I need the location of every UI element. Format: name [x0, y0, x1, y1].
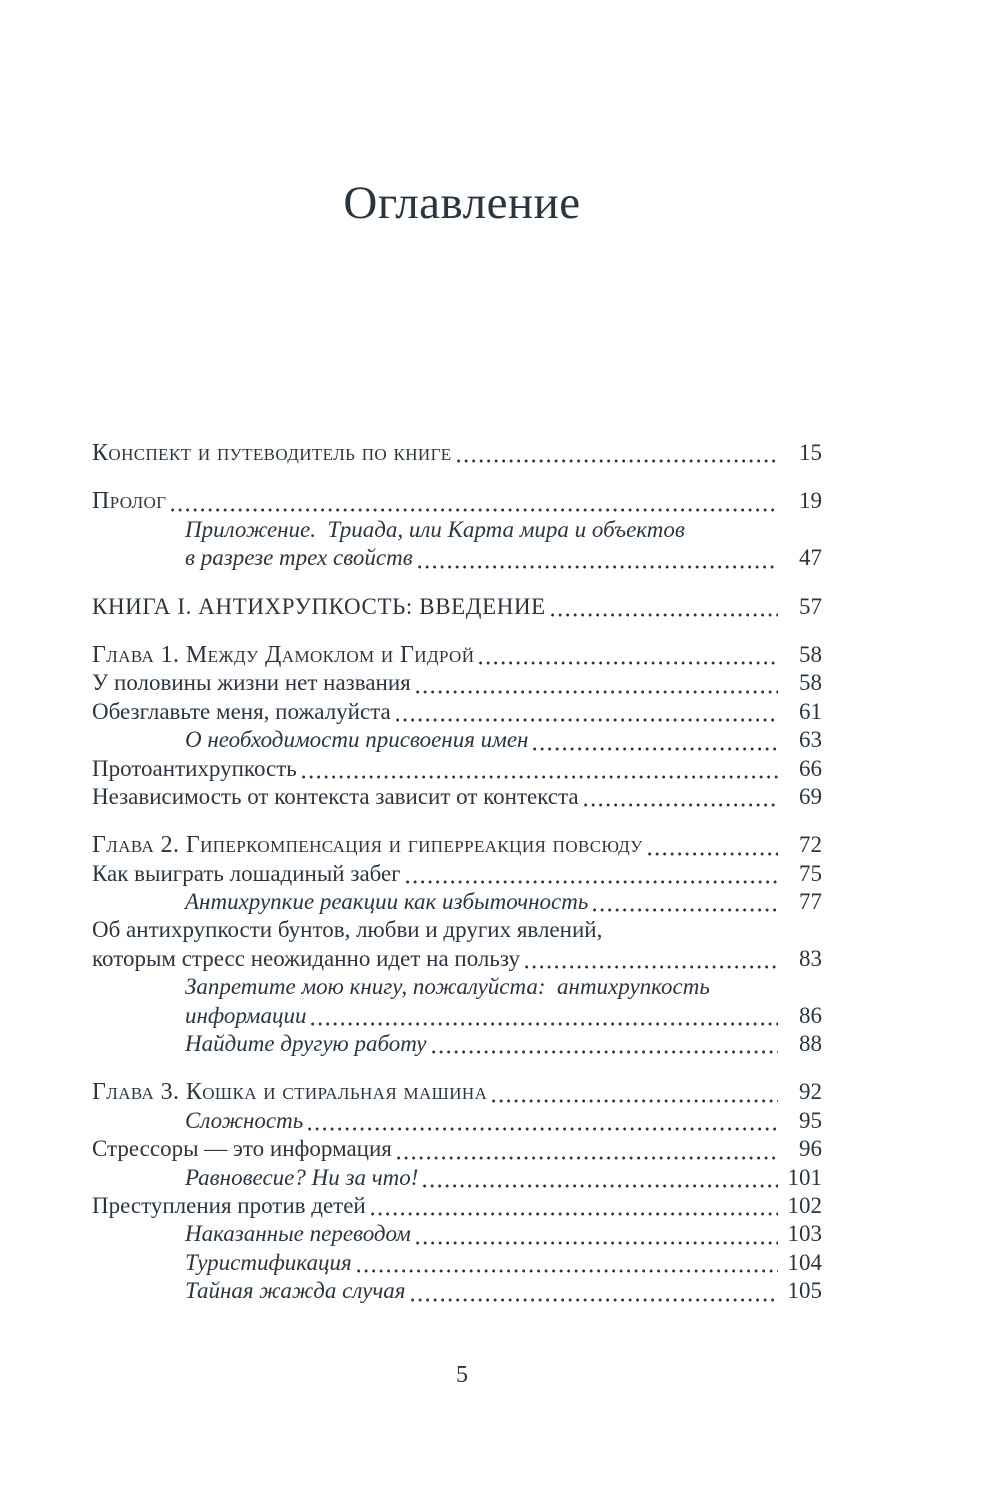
dot-leader: [416, 1240, 778, 1246]
toc-entry-title: Как выиграть лошадиный забег: [92, 860, 401, 886]
toc-entry-title: Об антихрупкости бунтов, любви и других явлений,: [92, 917, 603, 943]
toc-entry-title: в разрезе трех свойств: [185, 545, 413, 571]
toc-entry: [92, 1136, 822, 1164]
toc-entry: [92, 1193, 822, 1221]
dot-leader: [551, 612, 778, 618]
dot-leader: [492, 1098, 778, 1104]
toc-entry-title: Глава 3. Кошка и стиральная машина: [92, 1079, 488, 1106]
toc-entry-page: 101: [787, 1164, 822, 1190]
toc-entry-title: Глава 1. Между Дамоклом и Гидрой: [92, 641, 475, 668]
toc-entry-page: 63: [799, 727, 822, 753]
toc-entry: [92, 889, 822, 917]
page-footer: [92, 1362, 832, 1389]
toc-entry-page: 102: [787, 1192, 822, 1218]
dot-leader: [411, 1297, 779, 1303]
toc-entry: [92, 642, 822, 670]
toc-entry-page: 86: [799, 1002, 822, 1028]
toc-entry: [92, 974, 822, 1002]
dot-leader: [396, 717, 778, 723]
toc-entry-title: Конспект и путеводитель по книге: [92, 440, 452, 466]
toc-entry-page: 19: [799, 488, 822, 514]
toc-entry-title: Глава 2. Гиперкомпенсация и гиперреакция повсюду: [92, 832, 643, 859]
toc-entry-page: 88: [799, 1031, 822, 1057]
dot-leader: [416, 689, 778, 695]
toc-entry-title: Преступления против детей: [92, 1192, 366, 1218]
toc-entry: [92, 1278, 822, 1306]
toc-entry-page: 58: [799, 641, 822, 667]
toc-entry-page: 103: [787, 1221, 822, 1247]
toc-entry: [92, 1165, 822, 1193]
toc-entry: [92, 1221, 822, 1249]
dot-leader: [432, 1049, 778, 1055]
toc-entry: [92, 1079, 822, 1107]
toc-entry: [92, 832, 822, 860]
toc-entry-title: Пролог: [92, 488, 167, 515]
dot-leader: [648, 851, 778, 857]
toc-entry-title: Антихрупкие реакции как избыточность: [185, 889, 589, 915]
toc-entry-title: Протоантихрупкость: [92, 755, 297, 781]
toc-entry-page: 47: [799, 545, 822, 571]
toc-entry-title: Наказанные переводом: [185, 1221, 411, 1247]
toc-entry: [92, 946, 822, 974]
toc-entry-title: КНИГА I. АНТИХРУПКОСТЬ: ВВЕДЕНИЕ: [92, 593, 546, 619]
toc-entry-title: которым стресс неожиданно идет на пользу: [92, 945, 520, 971]
toc-entry-page: 58: [799, 670, 822, 696]
toc-entry: [92, 1003, 822, 1031]
dot-leader: [311, 1021, 778, 1027]
toc-entry-title: Независимость от контекста зависит от контекста: [92, 783, 579, 809]
dot-leader: [457, 458, 778, 464]
toc-entry-page: 61: [799, 698, 822, 724]
toc-entry-title: Обезглавьте меня, пожалуйста: [92, 698, 391, 724]
toc-entry: [92, 917, 822, 945]
dot-leader: [371, 1211, 778, 1217]
toc-entry: [92, 1031, 822, 1059]
toc-entry-page: 92: [799, 1079, 822, 1105]
toc-entry-title: Сложность: [185, 1107, 304, 1133]
page-title: Оглавление: [343, 177, 581, 229]
toc-entry-title: О необходимости присвоения имен: [185, 727, 529, 753]
toc-entry-page: 95: [799, 1107, 822, 1133]
dot-leader: [406, 879, 778, 885]
toc-entry: [92, 1250, 822, 1278]
dot-leader: [423, 1183, 778, 1189]
toc-entry-page: 105: [787, 1278, 822, 1304]
toc-entry-page: 72: [799, 832, 822, 858]
toc-entry-page: 75: [799, 860, 822, 886]
dot-leader: [593, 907, 778, 913]
toc-entry-page: 83: [799, 945, 822, 971]
toc-entry: [92, 594, 822, 622]
toc-entry-page: 96: [799, 1136, 822, 1162]
toc-entry-title: Запретите мою книгу, пожалуйста: антихрупкость: [185, 974, 710, 1000]
toc-entry: [92, 545, 822, 573]
toc-entry: [92, 699, 822, 727]
dot-leader: [171, 507, 778, 513]
toc-entry: [92, 784, 822, 812]
toc-entry-page: 66: [799, 755, 822, 781]
toc-entry-title: Приложение. Триада, или Карта мира и объектов: [185, 516, 685, 542]
toc-entry: [92, 670, 822, 698]
toc-entry: [92, 517, 822, 545]
page-number-footer: 5: [456, 1362, 468, 1388]
toc-entry-page: 77: [799, 889, 822, 915]
toc-entry: [92, 756, 822, 784]
toc-entry-page: 15: [799, 440, 822, 465]
toc-entry: [92, 488, 822, 516]
dot-leader: [533, 746, 778, 752]
table-of-contents: [92, 440, 822, 1307]
toc-entry-title: информации: [185, 1002, 307, 1028]
dot-leader: [397, 1155, 778, 1161]
toc-entry-title: Найдите другую работу: [185, 1031, 427, 1057]
toc-entry-page: 104: [787, 1249, 822, 1275]
dot-leader: [308, 1126, 778, 1132]
toc-entry-title: Стрессоры — это информация: [92, 1136, 392, 1162]
dot-leader: [479, 660, 778, 666]
toc-entry-title: Равновесие? Ни за что!: [185, 1164, 419, 1190]
toc-entry-title: У половины жизни нет названия: [92, 670, 411, 696]
toc-entry-title: Тайная жажда случая: [185, 1278, 406, 1304]
toc-entry-page: 69: [799, 783, 822, 809]
dot-leader: [357, 1268, 778, 1274]
dot-leader: [584, 802, 778, 808]
page-title-wrap: [92, 178, 832, 230]
toc-entry-title: Туристификация: [185, 1249, 352, 1275]
dot-leader: [302, 774, 778, 780]
toc-entry-page: 57: [799, 593, 822, 619]
dot-leader: [525, 964, 778, 970]
toc-entry: [92, 727, 822, 755]
toc-entry: [92, 861, 822, 889]
dot-leader: [418, 564, 778, 570]
toc-entry: [92, 440, 822, 468]
toc-entry: [92, 1108, 822, 1136]
